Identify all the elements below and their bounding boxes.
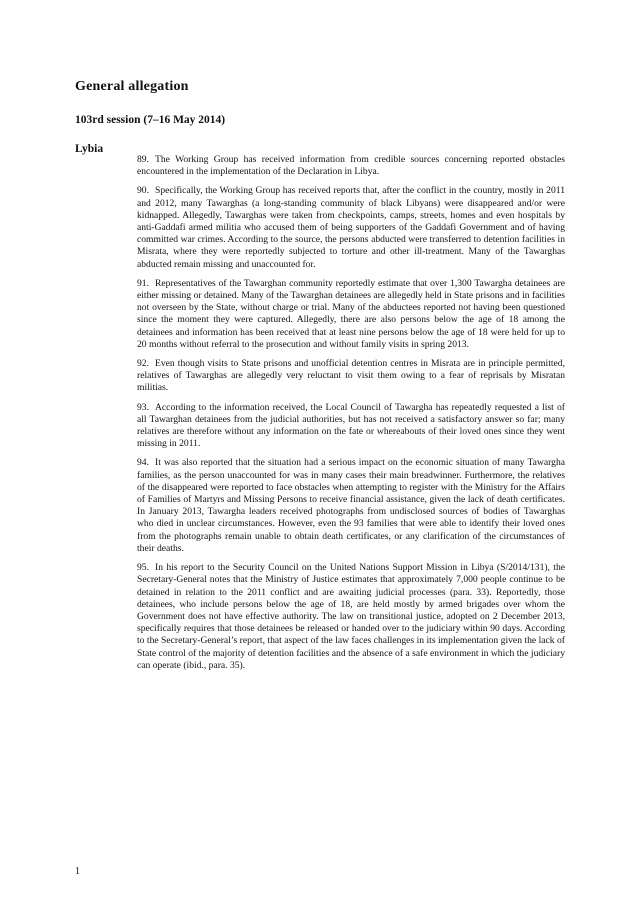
document-title: General allegation bbox=[75, 79, 189, 95]
country-heading: Lybia bbox=[75, 142, 104, 155]
paragraph bbox=[137, 278, 565, 351]
paragraph-text: The Working Group has received information from credible sources concerning reported obstacles encountered in the implementation of the Declaration in Libya. bbox=[137, 154, 565, 178]
paragraph bbox=[137, 185, 565, 270]
paragraph-text: Representatives of the Tawarghan community reportedly estimate that over 1,300 Tawargha detainees are either missing or detained. Many of the Tawarghan detainees are allegedly held in State prisons and in facilities not overseen by the State, without charge or trial. Many of the abductees reported not having been questioned since the moment they were captured. Allegedly, there are also persons below the age of 18 among the detainees and information has been received that at least nine persons below the age of 18 were held for up to 20 months without referral to the prosecution and without family visits in spring 2013. bbox=[137, 277, 565, 350]
paragraph-text: It was also reported that the situation had a serious impact on the economic situation of many Tawargha families, as the person unaccounted for was in many cases their main breadwinner. Furthermore, the relatives of the disappeared were reported to face obstacles when attempting to register with the Ministry for the Affairs of Families of Martyrs and Missing Persons to receive financial assistance, given the lack of death certificates. In January 2013, Tawargha leaders received photographs from undisclosed sources of bodies of Tawarghas who died in unclear circumstances. However, even the 93 families that were able to identify their loved ones from the photographs remain unable to obtain death certificates, or any clarification of the circumstances of their deaths. bbox=[137, 457, 565, 554]
paragraph bbox=[137, 402, 565, 451]
paragraph-number: 94. bbox=[137, 457, 149, 469]
paragraph-number: 89. bbox=[137, 154, 149, 165]
paragraph bbox=[137, 358, 565, 395]
paragraph-number: 95. bbox=[137, 562, 149, 574]
paragraph-number: 90. bbox=[137, 185, 149, 197]
paragraph-number: 93. bbox=[137, 401, 149, 413]
paragraph bbox=[137, 154, 565, 178]
paragraph-text: Specifically, the Working Group has received reports that, after the conflict in the country, mostly in 2011 and 2012, many Tawarghas (a long-standing community of black Libyans) were disappeared and/or were kidnapped. Allegedly, Tawarghas were taken from checkpoints, camps, streets, homes and even hospitals by anti-Gaddafi armed militia who accused them of being supporters of the Gaddafi Government and of having committed war crimes. According to the source, the persons abducted were transferred to detention facilities in Misrata, where they were reportedly subjected to torture and other ill-treatment. Many of the Tawarghas abducted remain missing and unaccounted for. bbox=[137, 185, 565, 270]
paragraph-text: In his report to the Security Council on the United Nations Support Mission in Libya (S/2014/131), the Secretary-General notes that the Ministry of Justice estimates that approximately 7,000 people continue to be detained in relation to the 2011 conflict and are awaiting judicial processes (para. 33). Reportedly, those detainees, who include persons below the age of 18, are held mostly by armed brigades over whom the Government does not have effective authority. The law on transitional justice, adopted on 2 December 2013, specifically requires that those detainees be released or handed over to the judiciary within 90 days. According to the Secretary-General’s report, that aspect of the law faces challenges in its implementation given the lack of State control of the majority of detention facilities and the absence of a safe environment in which the judiciary can operate (ibid., para. 35). bbox=[137, 562, 565, 671]
session-heading: 103rd session (7–16 May 2014) bbox=[75, 113, 226, 126]
paragraph-number: 91. bbox=[137, 277, 149, 289]
paragraph bbox=[137, 457, 565, 555]
paragraph-text: According to the information received, the Local Council of Tawargha has repeatedly requested a list of all Tawarghan detainees from the judicial authorities, but has not received a satisfactory answer so far; many relatives are therefore without any information on the fate or whereabouts of their loved ones since they went missing in 2011. bbox=[137, 401, 565, 450]
paragraph bbox=[137, 562, 565, 672]
page-number: 1 bbox=[75, 866, 80, 877]
paragraph-text: Even though visits to State prisons and unofficial detention centres in Misrata are in principle permitted, relatives of Tawarghas are allegedly very reluctant to visit them owing to a fear of reprisals by Misratan militias. bbox=[137, 358, 565, 394]
paragraph-number: 92. bbox=[137, 358, 149, 370]
paragraph-list bbox=[137, 154, 565, 679]
